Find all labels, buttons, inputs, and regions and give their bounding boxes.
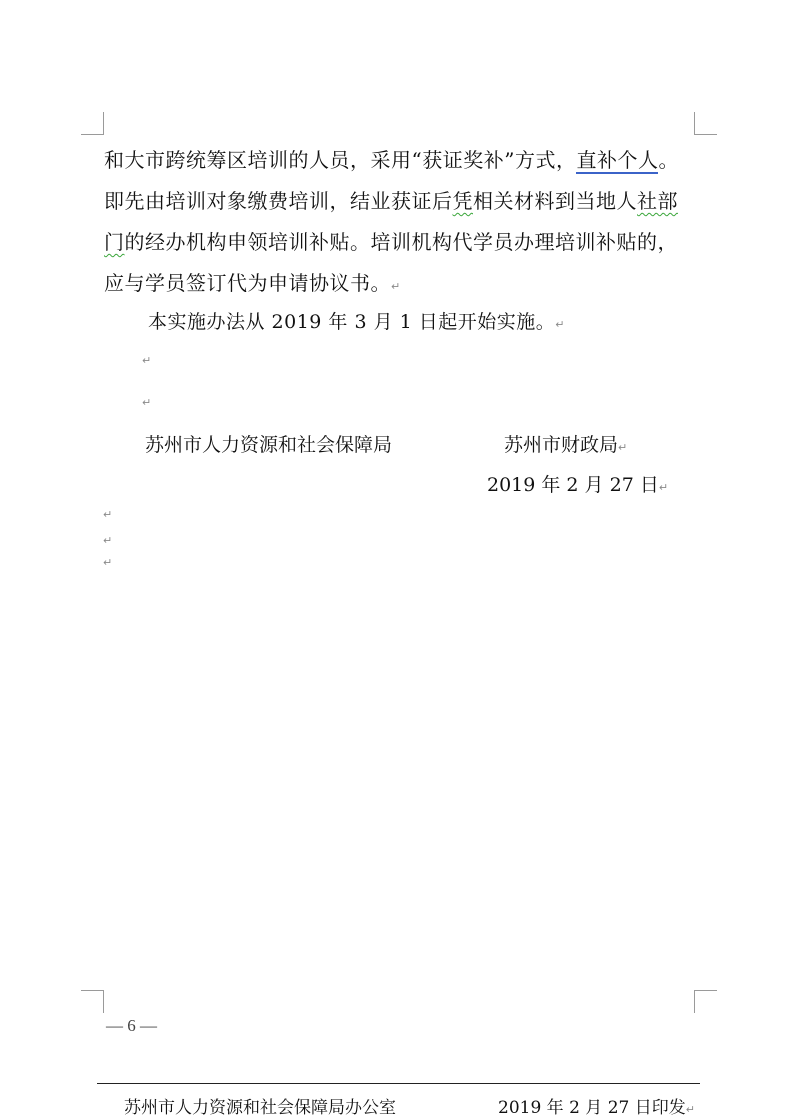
text-segment: 和大市跨统筹区培训的人员，采用“获证奖补”方式， [104, 148, 577, 172]
spellcheck-text: 凭 [452, 189, 473, 213]
date-text: 2019 年 2 月 27 日 [487, 474, 659, 496]
text-segment: 的经办机构申领培训补贴。培训机构代学员办理培训补贴的， [124, 230, 678, 254]
text-segment: 相关材料到当地人 [473, 189, 637, 213]
footer-office: 苏州市人力资源和社会保障局办公室 [124, 1098, 396, 1118]
text-segment: 即先由培训对象缴费培训，结业获证后 [104, 189, 453, 213]
signature-date [487, 470, 668, 497]
text-segment: 应与学员签订代为申请协议书。 [104, 271, 391, 295]
paragraph-mark-icon: ↵ [103, 556, 113, 569]
body-line-3 [104, 226, 678, 255]
page-number: — 6 — [106, 1016, 157, 1035]
paragraph-mark-icon: ↵ [685, 1103, 695, 1116]
org-name: 苏州市人力资源和社会保障局 [145, 434, 393, 456]
signature-org-hrss [145, 430, 392, 457]
body-line-2 [104, 185, 678, 214]
footer-rule [97, 1083, 700, 1084]
paragraph-mark-icon: ↵ [103, 508, 113, 521]
spellcheck-text: 社部 [637, 189, 678, 213]
paragraph-mark-icon: ↵ [555, 318, 565, 331]
signature-org-finance [504, 430, 627, 457]
body-line-4 [104, 267, 401, 296]
paragraph-mark-icon: ↵ [103, 534, 113, 547]
body-line-5 [148, 307, 565, 334]
paragraph-mark-icon: ↵ [142, 396, 152, 409]
body-line-1 [104, 144, 679, 173]
paragraph-mark-icon: ↵ [142, 354, 152, 367]
crop-mark-bottom-right [694, 990, 717, 1013]
crop-mark-bottom-left [81, 990, 104, 1013]
crop-mark-top-left [81, 112, 104, 135]
paragraph-mark-icon: ↵ [618, 441, 628, 454]
issue-date-text: 2019 年 2 月 27 日印发 [498, 1098, 686, 1118]
text-segment: 本实施办法从 2019 年 3 月 1 日起开始实施。 [148, 311, 556, 333]
paragraph-mark-icon: ↵ [391, 280, 401, 293]
crop-mark-top-right [694, 112, 717, 135]
underlined-text: 直补个人 [576, 148, 659, 172]
paragraph-mark-icon: ↵ [658, 481, 669, 494]
spellcheck-text: 门 [104, 230, 125, 254]
text-segment: 。 [658, 148, 679, 172]
footer-issue-date [498, 1093, 695, 1118]
org-name: 苏州市财政局 [504, 434, 619, 456]
